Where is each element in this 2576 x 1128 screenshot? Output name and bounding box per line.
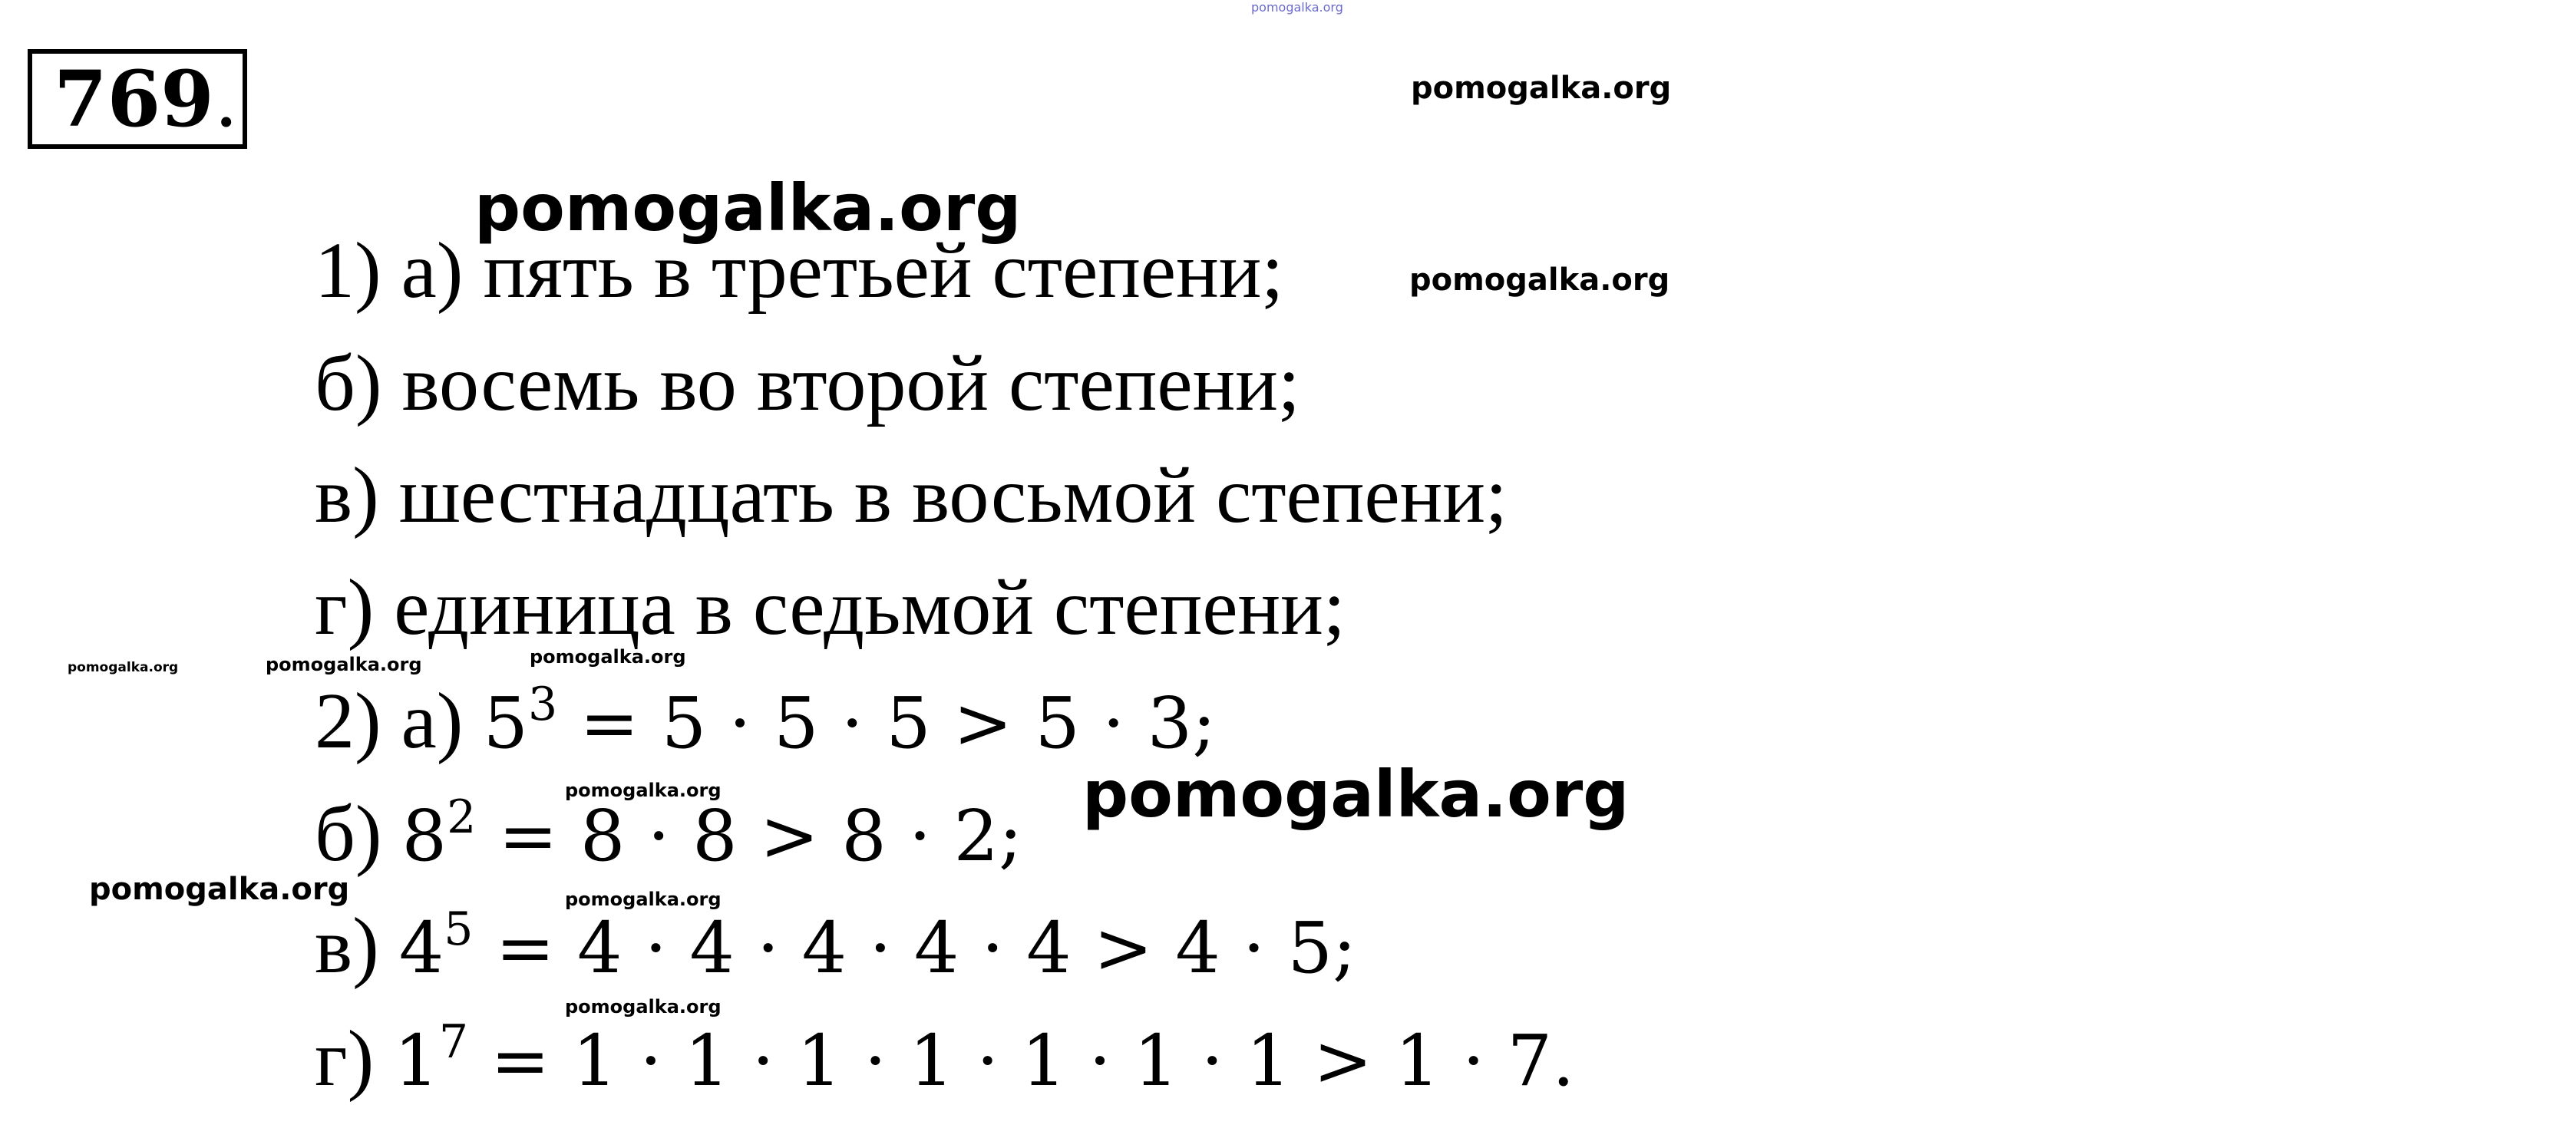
watermark-top-right: pomogalka.org bbox=[1411, 71, 1672, 106]
part2-a-rest: = 5 · 5 · 5 > 5 · 3; bbox=[557, 682, 1217, 764]
watermark-mid-3: pomogalka.org bbox=[565, 996, 722, 1018]
part1-line-b bbox=[315, 338, 1300, 430]
part2-a-label: 2) а) bbox=[315, 677, 464, 765]
part1-g-label: г) bbox=[315, 563, 375, 651]
part2-a-expression bbox=[483, 678, 1217, 764]
part2-b-rest: = 8 · 8 > 8 · 2; bbox=[476, 795, 1023, 877]
part2-g-label: г) bbox=[315, 1014, 375, 1103]
watermark-over-line1: pomogalka.org bbox=[474, 170, 1022, 246]
part1-a-text: пять в третьей степени; bbox=[483, 226, 1284, 315]
part1-b-label: б) bbox=[315, 339, 382, 427]
watermark-right-big: pomogalka.org bbox=[1082, 757, 1630, 832]
part2-b-exponent: 2 bbox=[447, 790, 477, 844]
part1-line-v bbox=[315, 450, 1508, 542]
part2-v-rest: = 4 · 4 · 4 · 4 · 4 > 4 · 5; bbox=[473, 907, 1357, 989]
part2-a-base: 5 bbox=[483, 682, 528, 764]
watermark-left-row-2: pomogalka.org bbox=[266, 654, 422, 675]
part2-line-v bbox=[315, 900, 1356, 994]
part2-b-label: б) bbox=[315, 790, 382, 878]
part2-v-exponent: 5 bbox=[444, 902, 474, 956]
watermark-after-line1: pomogalka.org bbox=[1409, 262, 1670, 298]
part1-line-g bbox=[315, 562, 1346, 654]
part2-line-b bbox=[315, 788, 1022, 882]
part2-a-exponent: 3 bbox=[527, 678, 558, 731]
part2-line-g bbox=[315, 1013, 1574, 1107]
watermark-left-row-3: pomogalka.org bbox=[530, 646, 686, 668]
watermark-top-tiny: pomogalka.org bbox=[1251, 0, 1343, 15]
problem-number-box bbox=[28, 49, 247, 149]
watermark-left-row-1: pomogalka.org bbox=[68, 660, 179, 675]
watermark-mid-2: pomogalka.org bbox=[565, 889, 722, 910]
part1-a-label: 1) а) bbox=[315, 226, 464, 315]
problem-number: 769 bbox=[54, 54, 214, 144]
problem-number-suffix: . bbox=[213, 54, 239, 144]
part2-g-exponent: 7 bbox=[438, 1015, 469, 1069]
watermark-left-med: pomogalka.org bbox=[89, 872, 350, 907]
part2-b-base: 8 bbox=[401, 795, 447, 877]
part1-b-text: восемь во второй степени; bbox=[401, 339, 1300, 427]
part1-v-text: шестнадцать в восьмой степени; bbox=[398, 451, 1508, 539]
part2-v-expression bbox=[398, 902, 1357, 989]
watermark-mid-1: pomogalka.org bbox=[565, 780, 722, 801]
part1-g-text: единица в седьмой степени; bbox=[394, 563, 1346, 651]
part2-v-base: 4 bbox=[398, 907, 444, 989]
part2-g-rest: = 1 · 1 · 1 · 1 · 1 · 1 · 1 > 1 · 7. bbox=[468, 1020, 1575, 1102]
part2-g-base: 1 bbox=[394, 1020, 439, 1102]
part2-g-expression bbox=[394, 1015, 1575, 1102]
part2-v-label: в) bbox=[315, 902, 379, 990]
part2-line-a bbox=[315, 675, 1216, 770]
part1-v-label: в) bbox=[315, 451, 379, 539]
